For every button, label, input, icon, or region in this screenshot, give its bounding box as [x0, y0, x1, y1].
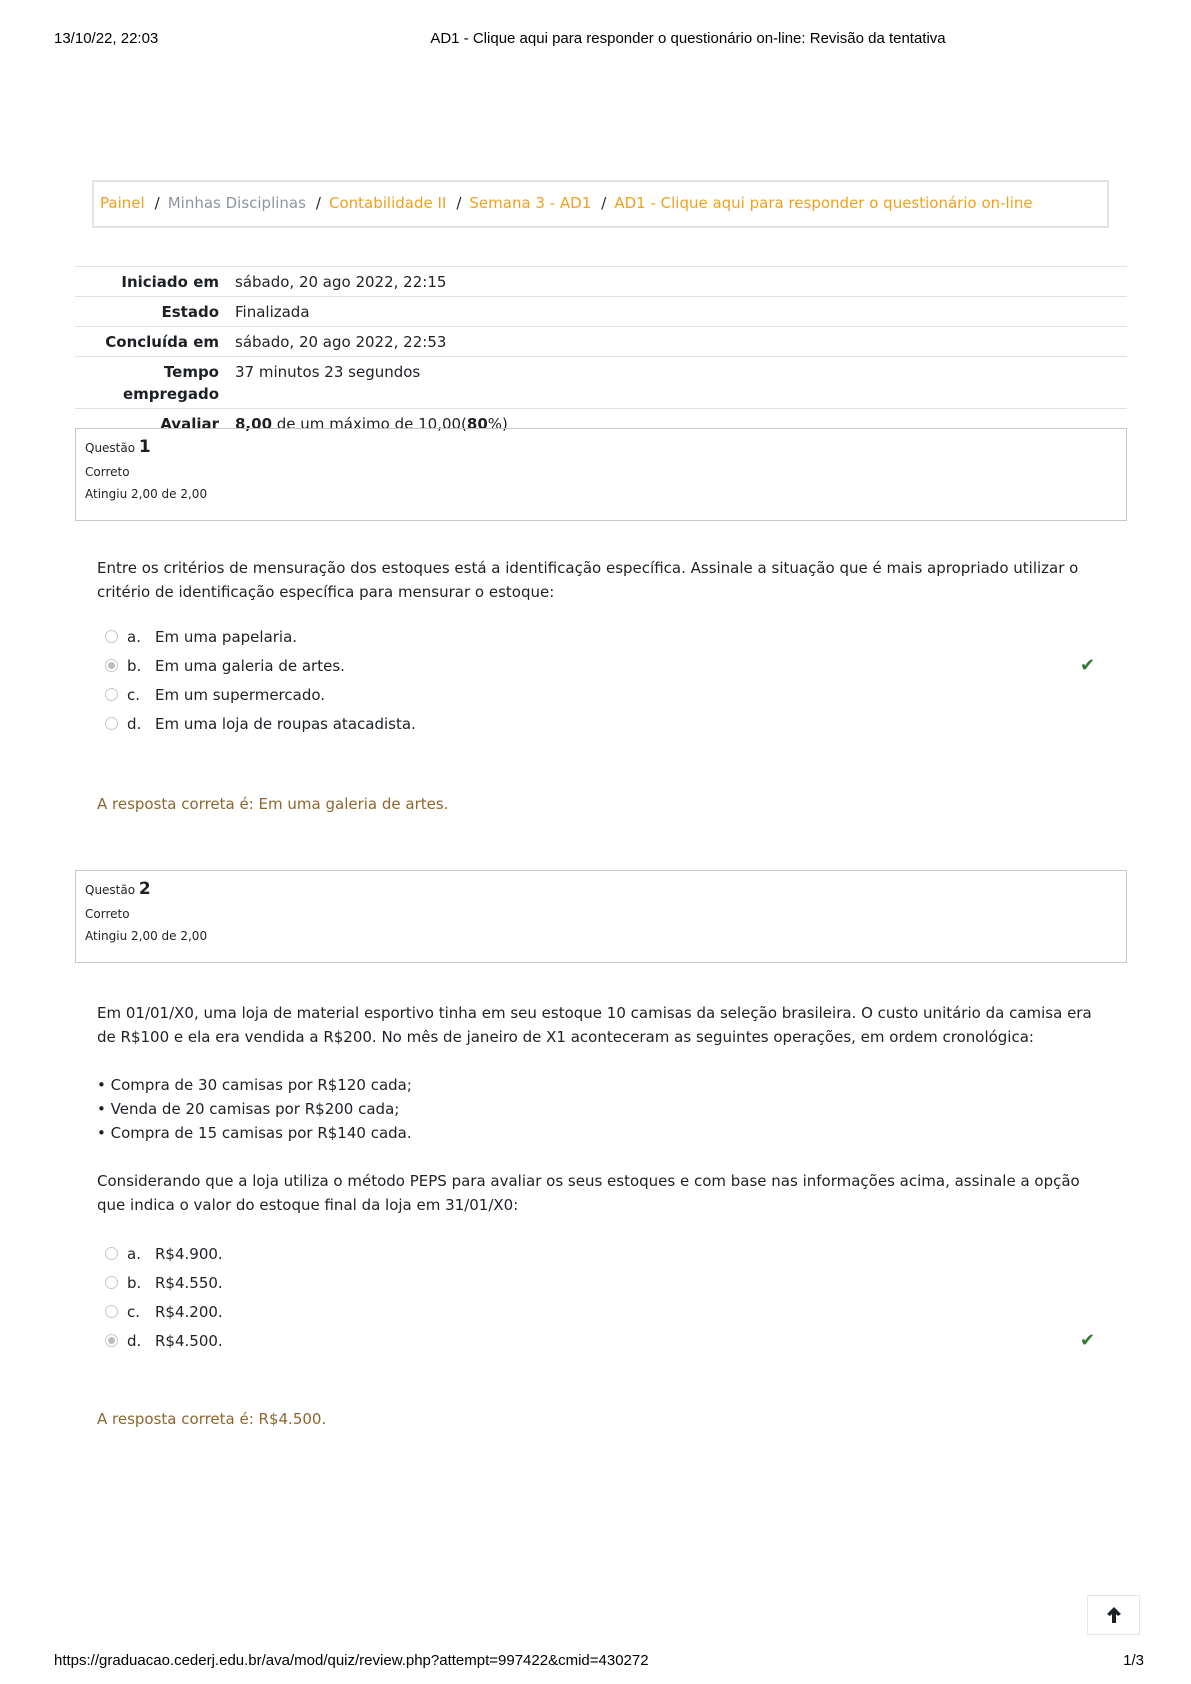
answer-letter: b.	[127, 1273, 142, 1292]
breadcrumb-separator: /	[315, 194, 321, 212]
summary-value: sábado, 20 ago 2022, 22:53	[227, 327, 1127, 357]
answer-letter: c.	[127, 685, 141, 704]
answer-option[interactable]	[105, 1297, 1105, 1326]
print-header	[0, 30, 1191, 50]
grade-score: 8,00	[235, 415, 273, 433]
breadcrumb-separator: /	[154, 194, 160, 212]
answer-option[interactable]	[105, 1239, 1105, 1268]
answer-text: Em uma papelaria.	[155, 627, 298, 646]
answer-letter: a.	[127, 1244, 141, 1263]
question-1-feedback: A resposta correta é: Em uma galeria de artes.	[97, 795, 449, 813]
question-label: Questão	[85, 883, 136, 897]
answer-letter: a.	[127, 627, 141, 646]
question-paragraph: Em 01/01/X0, uma loja de material esportivo tinha em seu estoque 10 camisas da seleção brasileira. O custo unitário da camisa era de R$100 e ela era vendida a R$200. No mês de janeiro de X1 aconteceram as seguintes operações, em ordem cronológica:	[97, 1004, 1092, 1046]
attempt-summary	[75, 266, 1127, 438]
question-1-info	[75, 428, 1127, 521]
print-page-number: 1/3	[1123, 1652, 1144, 1669]
question-number-value: 2	[138, 879, 151, 899]
answer-text: Em uma loja de roupas atacadista.	[155, 714, 416, 733]
breadcrumb-item-painel[interactable]: Painel	[100, 194, 145, 212]
question-mark: Atingiu 2,00 de 2,00	[85, 929, 208, 943]
question-2-info	[75, 870, 1127, 963]
answer-option[interactable]	[105, 622, 1105, 651]
question-number	[85, 879, 1117, 901]
answer-letter: c.	[127, 1302, 141, 1321]
summary-value: sábado, 20 ago 2022, 22:15	[227, 267, 1127, 297]
print-footer	[0, 1652, 1191, 1672]
answer-radio-selected[interactable]	[105, 659, 118, 672]
print-document-title: AD1 - Clique aqui para responder o questionário on-line: Revisão da tentativa	[430, 30, 946, 47]
summary-value: Finalizada	[227, 297, 1127, 327]
answer-option[interactable]	[105, 1268, 1105, 1297]
breadcrumb-item-quiz[interactable]: AD1 - Clique aqui para responder o questionário on-line	[614, 194, 1033, 212]
answer-radio[interactable]	[105, 1276, 118, 1289]
answer-letter: d.	[127, 714, 142, 733]
question-2-text	[97, 1001, 1102, 1217]
question-mark: Atingiu 2,00 de 2,00	[85, 487, 208, 501]
summary-label-line: Tempo	[163, 363, 219, 381]
breadcrumb-item-week[interactable]: Semana 3 - AD1	[469, 194, 592, 212]
question-2-feedback: A resposta correta é: R$4.500.	[97, 1410, 327, 1428]
answer-option[interactable]	[105, 651, 1105, 680]
summary-value: 37 minutos 23 segundos	[227, 357, 1127, 409]
answer-radio[interactable]	[105, 630, 118, 643]
summary-label: Estado	[75, 297, 227, 327]
answer-radio-selected[interactable]	[105, 1334, 118, 1347]
answer-radio[interactable]	[105, 717, 118, 730]
question-1-text	[97, 556, 1102, 604]
print-url: https://graduacao.cederj.edu.br/ava/mod/quiz/review.php?attempt=997422&cmid=430272	[54, 1652, 649, 1669]
summary-row-completed	[75, 327, 1127, 357]
grade-text: de um máximo de 10,00(	[272, 415, 467, 433]
question-2-answers	[105, 1239, 1105, 1355]
answer-option[interactable]	[105, 680, 1105, 709]
check-icon: ✔	[1080, 655, 1096, 676]
answer-radio[interactable]	[105, 1247, 118, 1260]
question-status: Correto	[85, 465, 130, 479]
breadcrumb-separator: /	[601, 194, 607, 212]
answer-radio[interactable]	[105, 1305, 118, 1318]
grade-percent: 80	[466, 415, 488, 433]
breadcrumb-separator: /	[456, 194, 462, 212]
question-paragraph: Considerando que a loja utiliza o método PEPS para avaliar os seus estoques e com base nas informações acima, assinale a opção que indica o valor do estoque final da loja em 31/01/X0:	[97, 1172, 1080, 1214]
question-bullet: • Compra de 30 camisas por R$120 cada;	[97, 1076, 412, 1094]
summary-label	[75, 357, 227, 409]
question-bullet: • Compra de 15 camisas por R$140 cada.	[97, 1124, 412, 1142]
question-label: Questão	[85, 441, 136, 455]
summary-label-line: empregado	[122, 385, 219, 403]
answer-letter: d.	[127, 1331, 142, 1350]
breadcrumb-item-course[interactable]: Contabilidade II	[328, 194, 447, 212]
answer-letter: b.	[127, 656, 142, 675]
print-datetime: 13/10/22, 22:03	[54, 30, 159, 47]
question-paragraph: Entre os critérios de mensuração dos estoques está a identificação específica. Assinale a situação que é mais apropriado utilizar o critério de identificação específica para mensurar o estoque:	[97, 559, 1079, 601]
question-bullet: • Venda de 20 camisas por R$200 cada;	[97, 1100, 400, 1118]
answer-text: R$4.900.	[155, 1244, 223, 1263]
breadcrumb	[92, 180, 1109, 228]
answer-text: Em um supermercado.	[155, 685, 326, 704]
breadcrumb-item-minhas-disciplinas[interactable]: Minhas Disciplinas	[167, 194, 306, 212]
back-to-top-button[interactable]	[1087, 1595, 1140, 1635]
attempt-summary-table	[75, 266, 1127, 438]
question-number-value: 1	[138, 437, 151, 457]
summary-label: Iniciado em	[75, 267, 227, 297]
summary-label: Concluída em	[75, 327, 227, 357]
arrow-up-icon	[1106, 1606, 1122, 1624]
answer-option[interactable]	[105, 1326, 1105, 1355]
question-status: Correto	[85, 907, 130, 921]
grade-end: %)	[487, 415, 508, 433]
answer-text: R$4.200.	[155, 1302, 223, 1321]
check-icon: ✔	[1080, 1330, 1096, 1351]
answer-text: R$4.550.	[155, 1273, 223, 1292]
summary-row-started	[75, 267, 1127, 297]
answer-option[interactable]	[105, 709, 1105, 738]
summary-label: Avaliar	[75, 409, 227, 439]
answer-text: Em uma galeria de artes.	[155, 656, 345, 675]
summary-row-time	[75, 357, 1127, 409]
summary-row-state	[75, 297, 1127, 327]
question-number	[85, 437, 1117, 459]
question-1-answers	[105, 622, 1105, 738]
answer-radio[interactable]	[105, 688, 118, 701]
answer-text: R$4.500.	[155, 1331, 223, 1350]
